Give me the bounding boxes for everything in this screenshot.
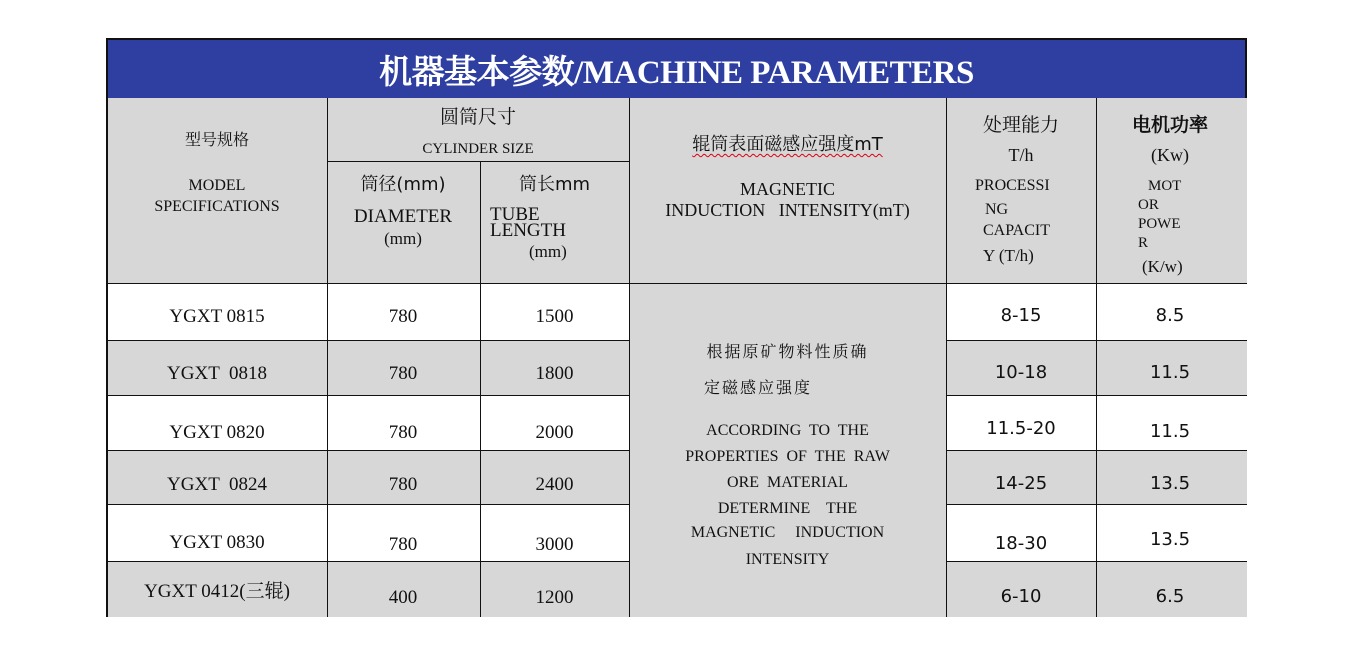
note-en-1: ACCORDING TO THE: [706, 422, 869, 439]
model-cell: YGXT 0815: [169, 306, 265, 327]
header-magnetic-cell: [630, 98, 947, 284]
diameter-cell: 780: [388, 363, 418, 384]
length-cell: 1800: [535, 363, 574, 384]
power-cell: 13.5: [1149, 529, 1191, 550]
length-cell: 3000: [535, 534, 574, 555]
length-cell: 1200: [535, 587, 574, 608]
table-row-capacity: [947, 451, 1097, 505]
power-cell: 13.5: [1149, 473, 1191, 494]
header-capacity-en-3: CAPACIT: [983, 222, 1050, 239]
header-model-en-1: MODEL: [188, 177, 246, 194]
table-row-model: [108, 562, 328, 617]
table-row-diameter: [328, 284, 481, 341]
table-row-power: [1097, 341, 1247, 396]
header-power-en-1: MOT: [1148, 178, 1182, 194]
table-row-model: [108, 341, 328, 396]
header-capacity-en-1: PROCESSI: [975, 177, 1050, 194]
table-row-length: [481, 562, 630, 617]
power-cell: 6.5: [1155, 586, 1185, 607]
diameter-cell: 400: [388, 587, 418, 608]
table-row-diameter: [328, 341, 481, 396]
table-row-power: [1097, 284, 1247, 341]
header-diameter-cell: [328, 162, 481, 284]
header-length-cn: 筒长mm: [518, 174, 591, 195]
table-row-model: [108, 284, 328, 341]
note-en-6: INTENSITY: [745, 551, 830, 568]
table-row-model: [108, 396, 328, 451]
note-en-2: PROPERTIES OF THE RAW: [685, 448, 890, 465]
capacity-cell: 11.5-20: [986, 418, 1056, 439]
model-cell: YGXT 0818: [167, 363, 267, 384]
table-row-length: [481, 341, 630, 396]
model-cell: YGXT 0824: [167, 474, 267, 495]
table-title: 机器基本参数/MACHINE PARAMETERS: [108, 40, 1245, 98]
header-power-cn: 电机功率: [1131, 114, 1208, 136]
header-power-en-unit: (K/w): [1142, 257, 1183, 276]
header-model-en-2: SPECIFICATIONS: [154, 198, 280, 215]
header-capacity-cn: 处理能力: [982, 114, 1059, 136]
note-en-4: DETERMINE THE: [717, 500, 858, 517]
header-magnetic-en-2: INDUCTION INTENSITY(mT): [665, 200, 910, 220]
header-diameter-en: DIAMETER: [353, 206, 453, 227]
header-diameter-unit: (mm): [384, 229, 422, 248]
capacity-cell: 18-30: [994, 533, 1048, 554]
header-power-unit: (Kw): [1151, 145, 1189, 165]
model-cell: YGXT 0820: [169, 422, 265, 443]
power-cell: 11.5: [1149, 421, 1191, 442]
capacity-cell: 10-18: [994, 362, 1048, 383]
header-length-en-2: LENGTH: [490, 220, 566, 241]
table-row-length: [481, 451, 630, 505]
table-row-diameter: [328, 451, 481, 505]
diameter-cell: 780: [388, 422, 418, 443]
header-magnetic-cn: 辊筒表面磁感应强度mT: [692, 134, 883, 155]
header-power-cell: [1097, 98, 1247, 284]
table-row-model: [108, 451, 328, 505]
table-row-power: [1097, 505, 1247, 562]
note-en-3: ORE MATERIAL: [727, 474, 848, 491]
diameter-cell: 780: [388, 306, 418, 327]
merged-magnetic-note: [630, 284, 947, 617]
table-row-length: [481, 396, 630, 451]
capacity-cell: 6-10: [1000, 586, 1042, 607]
model-cell: YGXT 0412(三辊): [144, 581, 290, 602]
table-row-diameter: [328, 505, 481, 562]
table-row-capacity: [947, 284, 1097, 341]
header-power-en-2: OR: [1138, 197, 1159, 213]
header-model-cell: [108, 98, 328, 284]
length-cell: 2400: [535, 474, 574, 495]
note-en-5: MAGNETIC INDUCTION: [690, 524, 885, 541]
table-row-capacity: [947, 505, 1097, 562]
model-cell: YGXT 0830: [169, 532, 265, 553]
header-capacity-en-2: NG: [985, 201, 1009, 218]
diameter-cell: 780: [388, 474, 418, 495]
table-row-capacity: [947, 341, 1097, 396]
table-row-capacity: [947, 396, 1097, 451]
header-capacity-unit: T/h: [1008, 145, 1034, 165]
header-diameter-cn: 筒径(mm): [360, 174, 446, 195]
header-capacity-cell: [947, 98, 1097, 284]
note-cn-2: 定磁感应强度: [704, 378, 813, 397]
header-cylinder-cell: [328, 98, 630, 162]
power-cell: 11.5: [1149, 362, 1191, 383]
table-row-diameter: [328, 396, 481, 451]
length-cell: 1500: [535, 306, 574, 327]
table-row-power: [1097, 396, 1247, 451]
header-magnetic-en-1: MAGNETIC: [740, 179, 835, 199]
table-row-power: [1097, 562, 1247, 617]
capacity-cell: 8-15: [1000, 305, 1042, 326]
diameter-cell: 780: [388, 534, 418, 555]
header-cylinder-cn: 圆筒尺寸: [439, 106, 516, 128]
capacity-cell: 14-25: [994, 473, 1048, 494]
power-cell: 8.5: [1155, 305, 1185, 326]
header-length-unit: (mm): [529, 242, 567, 261]
table-row-length: [481, 284, 630, 341]
header-model-cn: 型号规格: [184, 130, 249, 149]
table-row-model: [108, 505, 328, 562]
header-length-en-1: TUBE: [490, 204, 540, 225]
length-cell: 2000: [535, 422, 574, 443]
header-length-cell: [481, 162, 630, 284]
table-row-capacity: [947, 562, 1097, 617]
note-cn-1: 根据原矿物料性质确: [706, 342, 869, 361]
table-row-power: [1097, 451, 1247, 505]
table-row-length: [481, 505, 630, 562]
header-cylinder-en: CYLINDER SIZE: [422, 141, 534, 157]
machine-parameters-table: [106, 38, 1247, 617]
header-power-en-4: R: [1138, 235, 1149, 251]
header-power-en-3: POWE: [1138, 216, 1181, 232]
header-capacity-en-4: Y (T/h): [983, 246, 1034, 265]
table-row-diameter: [328, 562, 481, 617]
